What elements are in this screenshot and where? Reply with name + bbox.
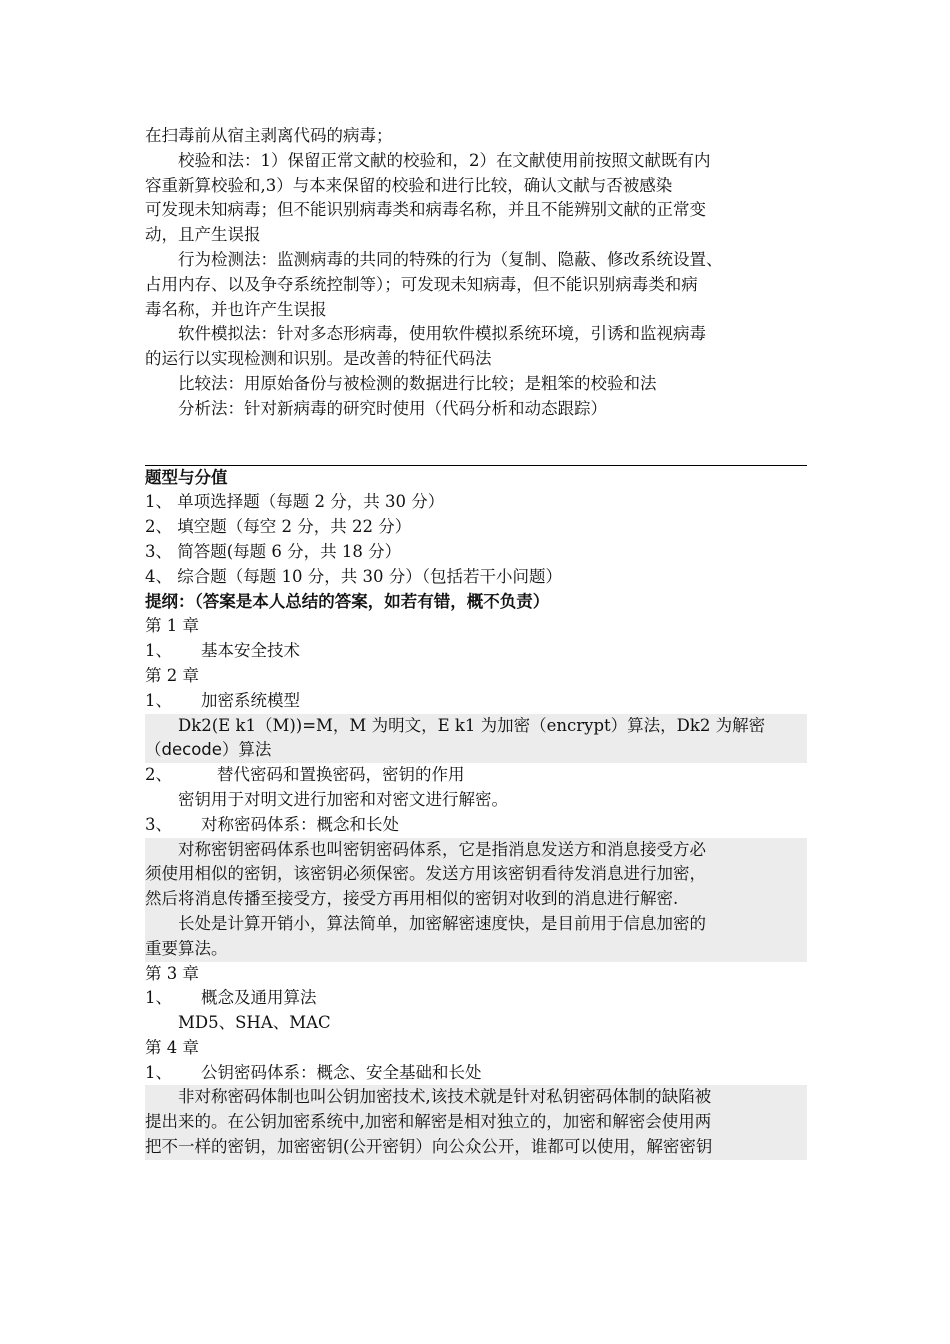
intro-line: 的运行以实现检测和识别。是改善的特征代码法 bbox=[145, 349, 492, 369]
chapter-item bbox=[145, 813, 807, 838]
item-title: 基本安全技术 bbox=[201, 641, 300, 661]
chapter-title: 第 4 章 bbox=[145, 1037, 199, 1057]
body-line: 然后将消息传播至接受方，接受方再用相似的密钥对收到的消息进行解密. bbox=[145, 889, 679, 909]
body-line: 须使用相似的密钥，该密钥必须保密。发送方用该密钥看待发消息进行加密， bbox=[145, 864, 706, 884]
shaded-block bbox=[145, 714, 807, 764]
item-title: 加密系统模型 bbox=[201, 690, 300, 710]
body-line: 长处是计算开销小，算法简单，加密解密速度快，是目前用于信息加密的 bbox=[178, 913, 706, 933]
intro-line: 分析法：针对新病毒的研究时使用（代码分析和动态跟踪） bbox=[178, 398, 607, 418]
intro-line: 行为检测法：监测病毒的共同的特殊的行为（复制、隐蔽、修改系统设置、 bbox=[178, 249, 723, 269]
intro-line: 比较法：用原始备份与被检测的数据进行比较；是粗笨的校验和法 bbox=[178, 373, 657, 393]
item-title: 概念及通用算法 bbox=[201, 988, 317, 1008]
item-number: 2、 bbox=[145, 765, 172, 785]
body-line: MD5、SHA、MAC bbox=[178, 1013, 331, 1033]
item-number: 3、 bbox=[145, 814, 172, 834]
document-page bbox=[145, 124, 807, 1160]
chapter-title: 第 3 章 bbox=[145, 963, 199, 983]
body-line: 重要算法。 bbox=[145, 938, 228, 958]
chapter-item bbox=[145, 763, 807, 788]
intro-line: 软件模拟法：针对多态形病毒，使用软件模拟系统环境，引诱和监视病毒 bbox=[178, 324, 706, 344]
exam-item: 1、 单项选择题（每题 2 分，共 30 分） bbox=[145, 492, 445, 512]
intro-line: 在扫毒前从宿主剥离代码的病毒； bbox=[145, 126, 393, 145]
intro-line: 动，且产生误报 bbox=[145, 225, 261, 245]
formula-line: （decode）算法 bbox=[145, 740, 272, 760]
exam-item: 2、 填空题（每空 2 分，共 22 分） bbox=[145, 517, 412, 537]
intro-line: 占用内存、以及争夺系统控制等）；可发现未知病毒，但不能识别病毒类和病 bbox=[145, 274, 698, 294]
body-line: 非对称密码体制也叫公钥加密技术,该技术就是针对私钥密码体制的缺陷被 bbox=[178, 1087, 712, 1107]
item-number: 1、 bbox=[145, 1062, 172, 1082]
item-number: 1、 bbox=[145, 988, 172, 1008]
exam-item: 3、 简答题(每题 6 分，共 18 分） bbox=[145, 541, 402, 561]
item-number: 1、 bbox=[145, 690, 172, 710]
exam-heading: 题型与分值 bbox=[145, 467, 228, 487]
item-title: 对称密码体系：概念和长处 bbox=[201, 814, 399, 834]
intro-line: 校验和法：1）保留正常文献的校验和，2）在文献使用前按照文献既有内 bbox=[178, 150, 711, 170]
chapter-item bbox=[145, 1061, 807, 1086]
chapter-item bbox=[145, 689, 807, 714]
formula-line: Dk2(E k1（M))=M，M 为明文，E k1 为加密（encrypt）算法，Dk2 为解密 bbox=[178, 715, 766, 735]
body-line: 提出来的。在公钥加密系统中,加密和解密是相对独立的，加密和解密会使用两 bbox=[145, 1112, 712, 1132]
intro-line: 毒名称，并也许产生误报 bbox=[145, 299, 327, 319]
chapter-title: 第 1 章 bbox=[145, 616, 199, 636]
intro-line: 可发现未知病毒；但不能识别病毒类和病毒名称，并且不能辨别文献的正常变 bbox=[145, 200, 706, 220]
intro-line: 容重新算校验和,3）与本来保留的校验和进行比较，确认文献与否被感染 bbox=[145, 175, 673, 195]
shaded-block bbox=[145, 1085, 807, 1159]
shaded-block bbox=[145, 838, 807, 962]
item-number: 1、 bbox=[145, 641, 172, 661]
item-title: 公钥密码体系：概念、安全基础和长处 bbox=[201, 1062, 482, 1082]
chapter-title: 第 2 章 bbox=[145, 665, 199, 685]
chapter-item bbox=[145, 986, 807, 1011]
body-line: 密钥用于对明文进行加密和对密文进行解密。 bbox=[178, 789, 508, 809]
body-line: 把不一样的密钥，加密密钥(公开密钥）向公众公开，谁都可以使用，解密密钥 bbox=[145, 1137, 713, 1157]
section-spacer bbox=[145, 422, 807, 460]
item-title: 替代密码和置换密码，密钥的作用 bbox=[217, 765, 465, 785]
outline-heading: 提纲：（答案是本人总结的答案，如若有错，概不负责） bbox=[145, 591, 550, 611]
body-line: 对称密钥密码体系也叫密钥密码体系，它是指消息发送方和消息接受方必 bbox=[178, 839, 706, 859]
exam-item: 4、 综合题（每题 10 分，共 30 分）（包括若干小问题） bbox=[145, 566, 562, 586]
chapter-item bbox=[145, 639, 807, 664]
